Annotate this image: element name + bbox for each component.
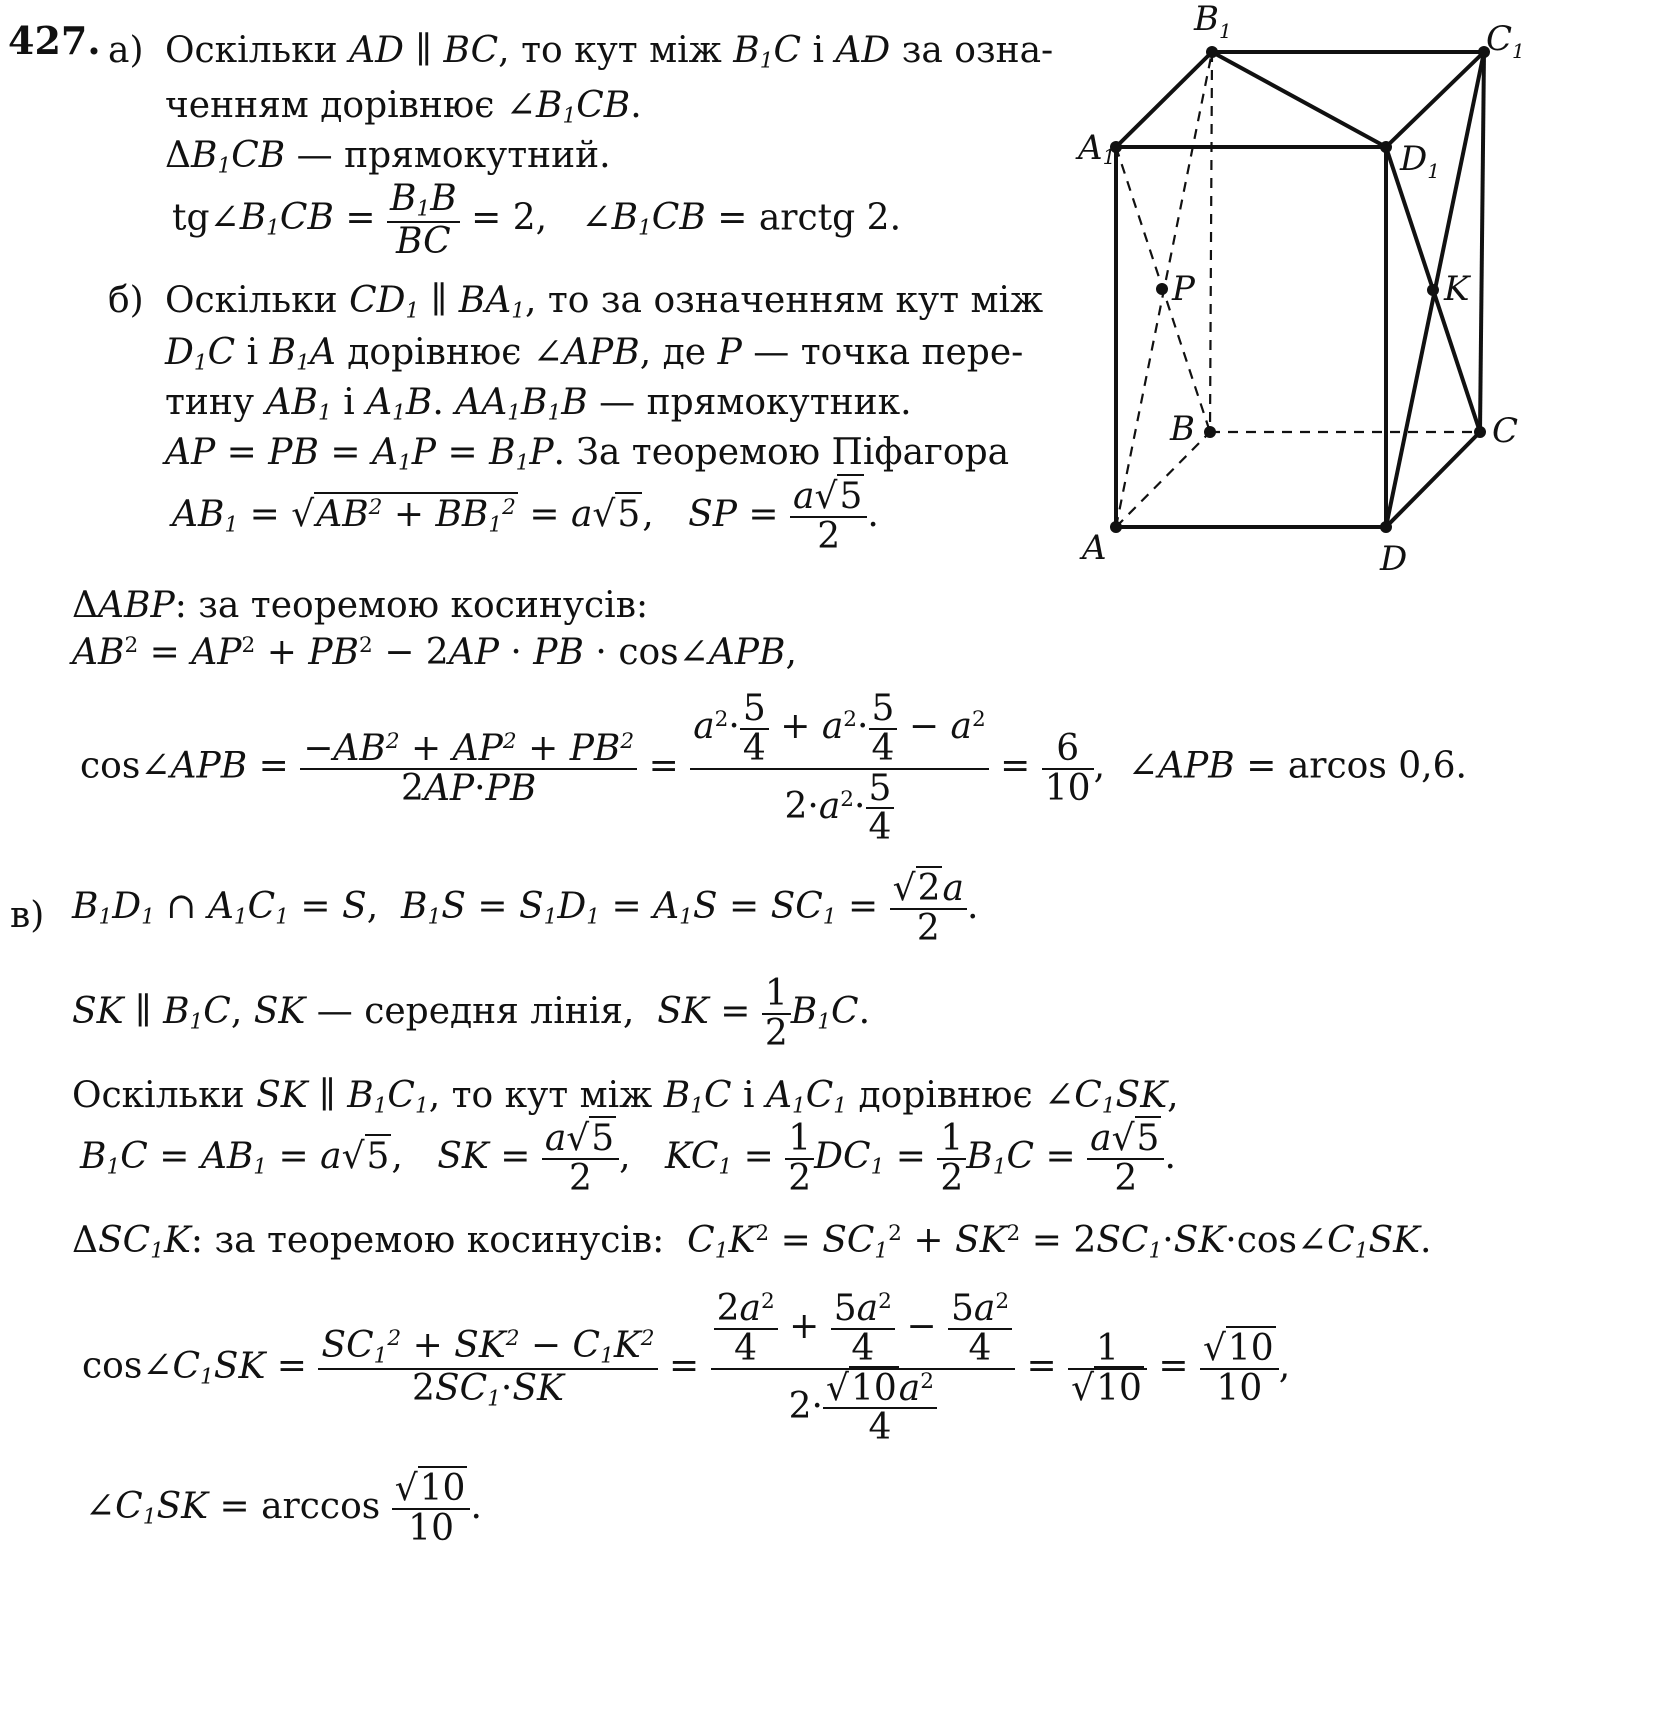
part-b-label: б) bbox=[108, 280, 144, 321]
hidden-edges bbox=[1116, 52, 1480, 527]
label-d1: $D_1$ bbox=[1400, 139, 1440, 183]
label-c1: $C_1$ bbox=[1486, 19, 1525, 63]
prism-diagram bbox=[1100, 0, 1660, 600]
part-c-label: в) bbox=[10, 895, 45, 936]
edge-b1-d1 bbox=[1212, 52, 1386, 147]
label-k: K bbox=[1444, 269, 1470, 309]
edge-a1-b1 bbox=[1116, 52, 1212, 147]
label-c: C bbox=[1492, 411, 1519, 451]
point-b bbox=[1204, 426, 1216, 438]
part-a-line2: ченням дорівнює $\angle B_1CB$. bbox=[165, 85, 642, 129]
part-c-cos-formula: $\cos\angle C_1SK$ = $\frac{SC_1^2 + SK^2 - C_1K^2}{2SC_1\cdot SK}$ = $\frac{2a^2}{4}$ + $\frac{5a^2}{4}$ − $\frac{5a^2}{4}$ 2· $\frac{√10a^2}{4}$ = $\frac{1}{√10}$ = $\frac{√10}{10}$ , bbox=[82, 1288, 1291, 1449]
part-c-final: $\angle C_1SK = \arccos$ $\frac{√10}{10}$ . bbox=[85, 1468, 482, 1549]
label-b1: $B_1$ bbox=[1194, 0, 1232, 43]
point-p bbox=[1156, 283, 1168, 295]
point-a bbox=[1110, 521, 1122, 533]
point-d1 bbox=[1380, 141, 1392, 153]
part-c-line2: SK ∥ $B_1C$, SK — середня лінія, SK = $\frac{1}{2}$ $B_1C$. bbox=[72, 973, 871, 1054]
part-c-line3: Оскільки SK ∥ $B_1C_1$, то кут між $B_1C$ і $A_1C_1$ дорівнює $\angle C_1SK$, bbox=[72, 1075, 1179, 1119]
abp-law: $AB^2 = AP^2 + PB^2 - 2AP$ · PB · cos∠APB, bbox=[72, 632, 797, 673]
part-a-formula: $tg\angle B_1CB$ = $\frac{B_1B}{BC}$ = 2, $\angle B_1CB$ = arctg 2. bbox=[172, 178, 902, 263]
vertices bbox=[1110, 46, 1490, 533]
point-b1 bbox=[1206, 46, 1218, 58]
part-c-line5: $\Delta SC_1K$: за теоремою косинусів: $C_1K^2 = SC_1^2 + SK^2$ = $2SC_1\cdot SK\cdot\cos\angle C_1SK$. bbox=[72, 1220, 1432, 1264]
label-b: B bbox=[1170, 409, 1195, 449]
edge-c1-c bbox=[1480, 52, 1484, 432]
edge-b1-b bbox=[1210, 52, 1212, 432]
part-c-line4: $B_1C = AB_1 = a√5$, SK = $\frac{a√5}{2}$ , $KC_1$ = $\frac{1}{2}$ $DC_1$ = $\frac{1}{2}$ $B_1C$ = $\frac{a√5}{2}$ . bbox=[80, 1118, 1176, 1199]
part-a-line3: $\Delta B_1CB$ — прямокутний. bbox=[165, 135, 611, 179]
edge-d-c bbox=[1386, 432, 1480, 527]
part-c-line1: $B_1D_1$ ∩ $A_1C_1 = S$, $B_1S = S_1D_1 = A_1S = SC_1$ = $\frac{√2a}{2}$ . bbox=[72, 868, 979, 949]
part-b-line4: AP = PB = $A_1P = B_1P$. За теоремою Піфагора bbox=[165, 432, 1010, 476]
part-b-line1: Оскільки $CD_1$ ∥ $BA_1$, то за означенням кут між bbox=[165, 280, 1044, 324]
label-a: A bbox=[1082, 528, 1107, 568]
abp-cos-formula: cos∠APB = $\frac{-AB^2 + AP^2 + PB^2}{2AP\cdot PB}$ = $a^2\cdot$ $\frac{5}{4}$ + $a^2\cdot$ $\frac{5}{4}$ − $a^2$ $2\cdot a^2\cdot$ $\frac{5}{4}$ = $\frac{6}{10}$ , ∠APB = arcos 0,6. bbox=[80, 688, 1467, 849]
problem-number: 427. bbox=[8, 18, 101, 63]
label-p: P bbox=[1172, 269, 1195, 309]
part-b-line2: $D_1C$ і $B_1A$ дорівнює ∠APB, де P — точка пере- bbox=[165, 332, 1024, 376]
label-a1: $A_1$ bbox=[1078, 128, 1116, 170]
part-b-line3: тину $AB_1$ і $A_1B$. $AA_1B_1B$ — прямокутник. bbox=[165, 382, 912, 426]
label-d: D bbox=[1380, 539, 1408, 579]
part-a-line1: Оскільки AD ∥ BC, то кут між $B_1C$ і AD за озна- bbox=[165, 30, 1054, 74]
abp-title: ΔABP: за теоремою косинусів: bbox=[72, 585, 649, 626]
part-b-formula: $AB_1 = √AB^2 + BB_1^2 = a√5$, SP = $\frac{a√5}{2}$ . bbox=[172, 476, 879, 557]
point-c bbox=[1474, 426, 1486, 438]
edge-a-b bbox=[1116, 432, 1210, 527]
point-k bbox=[1427, 284, 1439, 296]
part-a-label: а) bbox=[108, 30, 144, 71]
point-d bbox=[1380, 521, 1392, 533]
